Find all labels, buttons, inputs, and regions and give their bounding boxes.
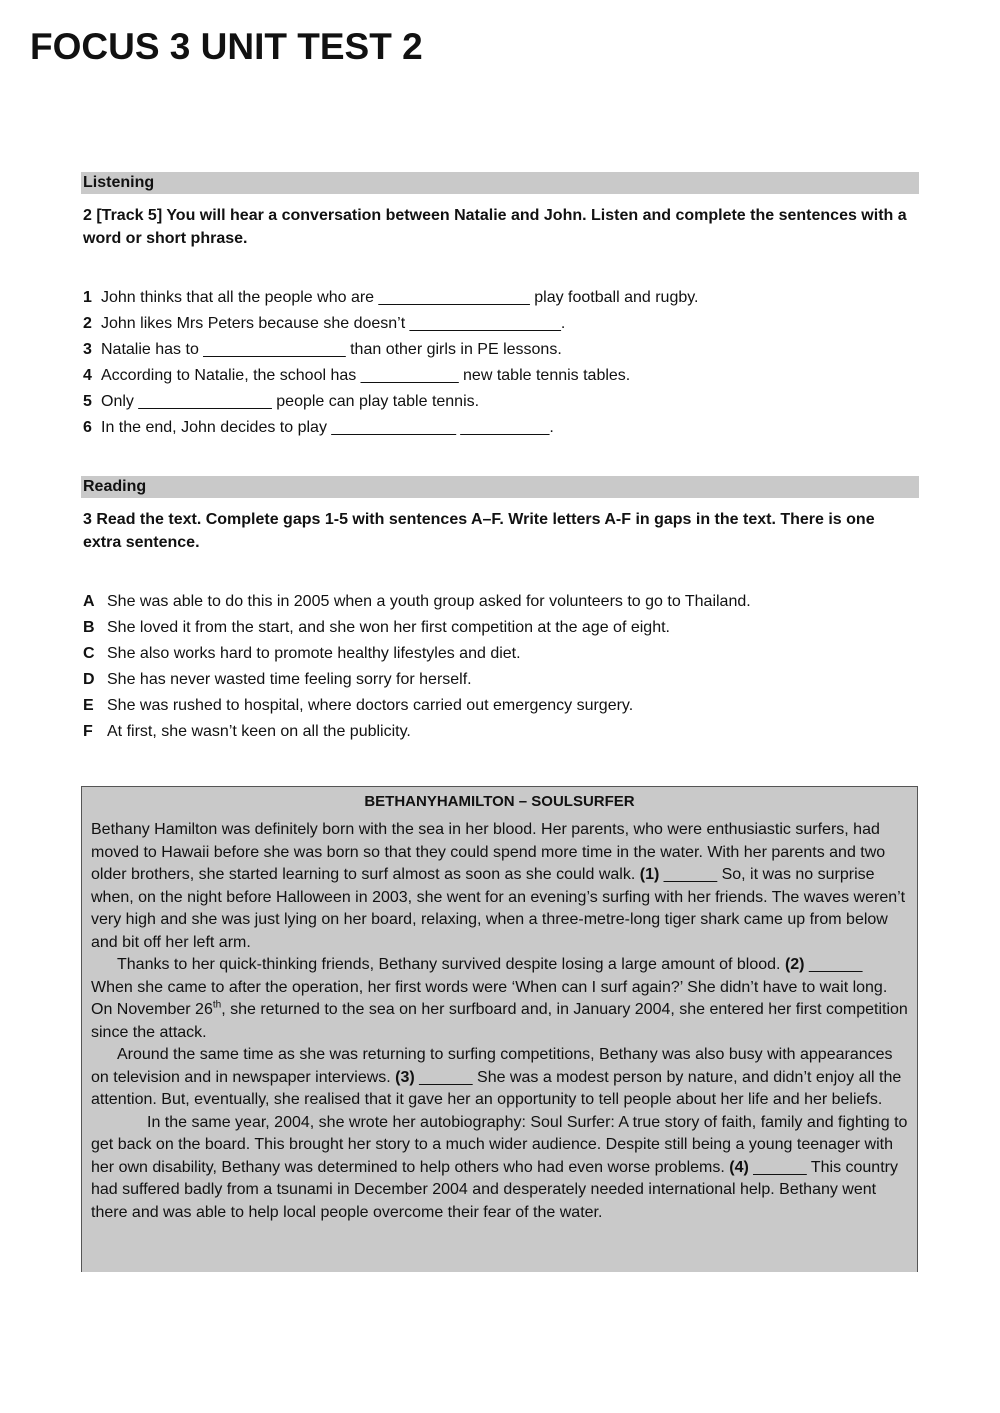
option-text: She also works hard to promote healthy lifestyles and diet. bbox=[107, 645, 521, 662]
option-letter: D bbox=[83, 671, 95, 688]
reading-text-title: BETHANYHAMILTON – SOULSURFER bbox=[364, 793, 635, 810]
paragraph bbox=[91, 819, 908, 954]
paragraph bbox=[91, 954, 908, 1044]
question-text: In the end, John decides to play ______________ __________. bbox=[101, 419, 554, 436]
text-run: Around the same time as she was returning to surfing competitions, Bethany was also busy with appearances on television and in newspaper interviews. bbox=[91, 1046, 893, 1086]
list-item bbox=[83, 337, 913, 363]
list-item bbox=[83, 285, 913, 311]
question-number: 6 bbox=[83, 419, 92, 436]
option-item bbox=[83, 693, 913, 719]
reading-text-body bbox=[82, 819, 917, 1224]
gap-number: (3) bbox=[395, 1068, 415, 1086]
option-item bbox=[83, 719, 913, 745]
question-text: Natalie has to ________________ than other girls in PE lessons. bbox=[101, 341, 562, 358]
option-item bbox=[83, 641, 913, 667]
page-title: FOCUS 3 UNIT TEST 2 bbox=[30, 26, 423, 67]
option-item bbox=[83, 667, 913, 693]
option-text: She was able to do this in 2005 when a youth group asked for volunteers to go to Thailand. bbox=[107, 593, 751, 610]
option-text: She has never wasted time feeling sorry for herself. bbox=[107, 671, 472, 688]
question-text: John likes Mrs Peters because she doesn’t _________________. bbox=[101, 315, 566, 332]
list-item bbox=[83, 389, 913, 415]
listening-instruction: 2 [Track 5] You will hear a conversation between Natalie and John. Listen and complete the sentences with a word or short phrase. bbox=[83, 207, 907, 247]
gap-number: (2) bbox=[784, 956, 805, 973]
option-item bbox=[83, 589, 913, 615]
reading-heading: Reading bbox=[81, 476, 919, 498]
question-text: Only _______________ people can play table tennis. bbox=[101, 393, 480, 410]
question-number: 3 bbox=[83, 341, 92, 358]
list-item bbox=[83, 363, 913, 389]
listening-questions bbox=[83, 285, 913, 441]
text-run: ______ When she came to after the operation, her first words were ‘When can I surf again?’ She didn’t have to wait long. On November 26 bbox=[91, 956, 888, 1018]
paragraph bbox=[91, 1112, 908, 1225]
option-letter: F bbox=[83, 723, 93, 740]
text-run: ______ She was a modest person by nature, and didn’t enjoy all the attention. But, eventually, she realised that it gave her an opportunity to tell people about her life and her beliefs. bbox=[91, 1068, 902, 1108]
reading-options bbox=[83, 589, 913, 745]
text-run: Thanks to her quick-thinking friends, Bethany survived despite losing a large amount of blood. bbox=[117, 956, 785, 973]
list-item bbox=[83, 415, 913, 441]
option-letter: C bbox=[83, 645, 95, 662]
option-item bbox=[83, 615, 913, 641]
text-run: ______ So, it was no surprise when, on the night before Halloween in 2003, she went for an evening’s surfing with her friends. The waves weren’t very high and she was just lying on her board, relaxing, when a three-metre-long tiger shark came up from below and bit off her left arm. bbox=[91, 866, 906, 951]
question-text: According to Natalie, the school has ___________ new table tennis tables. bbox=[101, 367, 631, 384]
text-run: , she returned to the sea on her surfboard and, in January 2004, she entered her first competition since the attack. bbox=[91, 1001, 908, 1041]
text-run: In the same year, 2004, she wrote her autobiography: Soul Surfer: A true story of faith, family and fighting to get back on the board. This brought her story to a much wider audience. Despite still being a young teenager with her own disability, Bethany was determined to help others who had even worse problems. bbox=[91, 1113, 908, 1176]
question-number: 4 bbox=[83, 367, 92, 384]
listening-heading: Listening bbox=[81, 172, 919, 194]
list-item bbox=[83, 311, 913, 337]
option-text: At first, she wasn’t keen on all the publicity. bbox=[107, 723, 411, 740]
text-run: ______ This country had suffered badly from a tsunami in December 2004 and desperately needed international help. Bethany went there and was able to help local people overcome their fear of the water. bbox=[91, 1158, 898, 1221]
option-letter: B bbox=[83, 619, 95, 636]
option-letter: A bbox=[83, 593, 95, 610]
option-letter: E bbox=[83, 697, 94, 714]
question-number: 2 bbox=[83, 315, 92, 332]
gap-number: (4) bbox=[729, 1158, 749, 1176]
reading-instruction: 3 Read the text. Complete gaps 1-5 with sentences A–F. Write letters A-F in gaps in the text. There is one extra sentence. bbox=[83, 511, 875, 551]
gap-number: (1) bbox=[639, 866, 660, 883]
reading-text-box bbox=[81, 786, 918, 1272]
option-text: She loved it from the start, and she won her first competition at the age of eight. bbox=[107, 619, 670, 636]
question-number: 5 bbox=[83, 393, 92, 410]
option-text: She was rushed to hospital, where doctors carried out emergency surgery. bbox=[107, 697, 634, 714]
text-run: Bethany Hamilton was definitely born with the sea in her blood. Her parents, who were enthusiastic surfers, had moved to Hawaii before she was born so that they could spend more time in the water. With her parents and two older brothers, she started learning to surf almost as soon as she could walk. bbox=[91, 821, 886, 883]
superscript: th bbox=[212, 999, 222, 1011]
question-text: John thinks that all the people who are _________________ play football and rugby. bbox=[101, 289, 699, 306]
question-number: 1 bbox=[83, 289, 92, 306]
paragraph bbox=[91, 1044, 908, 1112]
